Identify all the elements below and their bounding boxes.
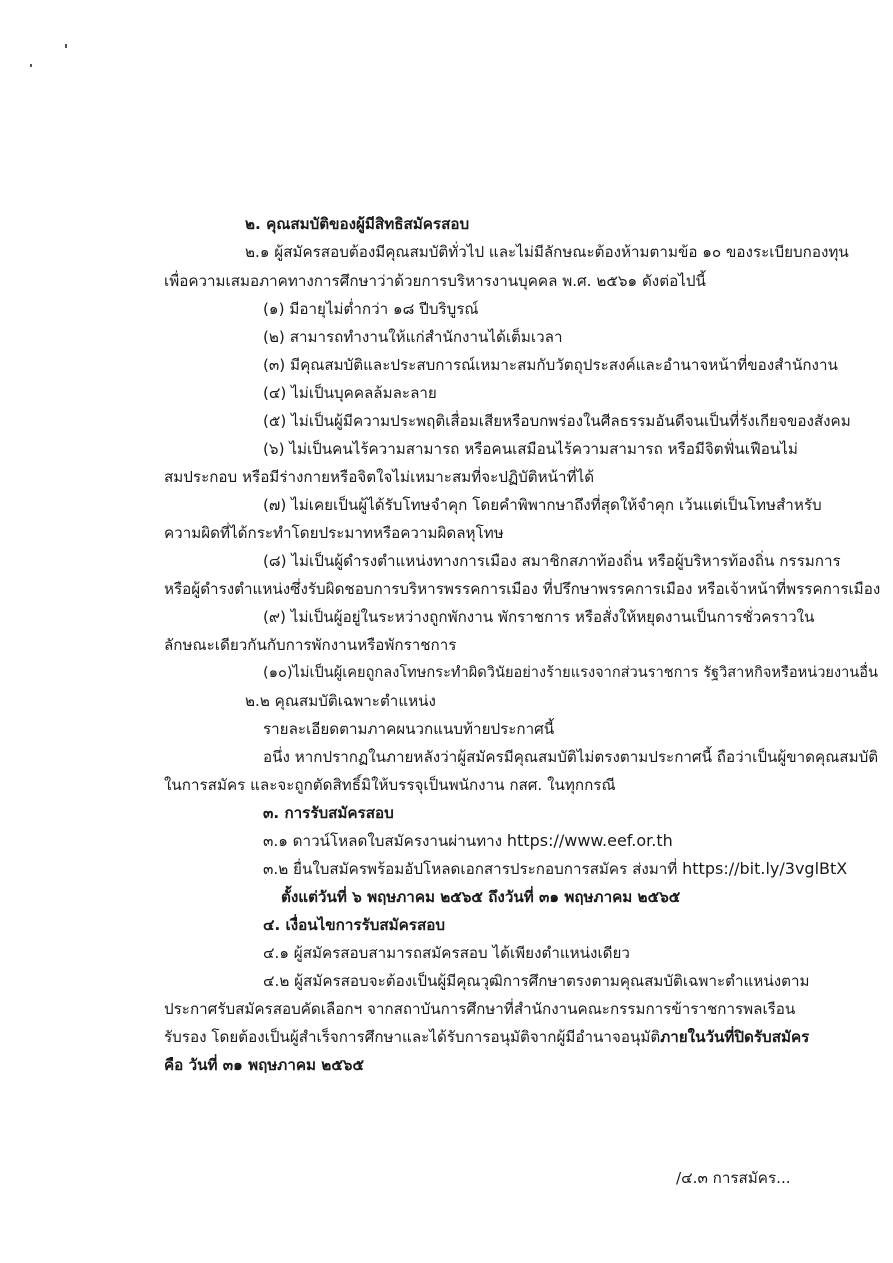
- section3-heading: ๓. การรับสมัครสอบ: [263, 804, 394, 822]
- scan-mark: [65, 44, 67, 48]
- section4-1: ๔.๑ ผู้สมัครสอบสามารถสมัครสอบ ได้เพียงตำแหน่งเดียว: [263, 944, 630, 962]
- qualification-item: (๒) สามารถทำงานให้แก่สำนักงานได้เต็มเวลา: [263, 328, 563, 346]
- section4-2-line3-text: รับรอง โดยต้องเป็นผู้สำเร็จการศึกษาและได้รับการอนุมัติจากผู้มีอำนาจอนุมัติ: [164, 1028, 661, 1046]
- application-period: ตั้งแต่วันที่ ๖ พฤษภาคม ๒๕๖๕ ถึงวันที่ ๓๑ พฤษภาคม ๒๕๖๕: [281, 888, 681, 906]
- section3-1-text: ๓.๑ ดาวน์โหลดใบสมัครงานผ่านทาง: [263, 832, 507, 850]
- note-line1: อนึ่ง หากปรากฏในภายหลังว่าผู้สมัครมีคุณสมบัติไม่ตรงตามประกาศนี้ ถือว่าเป็นผู้ขาดคุณสมบัติ: [263, 748, 879, 766]
- section2-2-heading: ๒.๒ คุณสมบัติเฉพาะตำแหน่ง: [245, 692, 436, 710]
- section2-2-detail: รายละเอียดตามภาคผนวกแนบท้ายประกาศนี้: [263, 720, 555, 738]
- section4-2-line2: ประกาศรับสมัครสอบคัดเลือกฯ จากสถาบันการศึกษาที่สำนักงานคณะกรรมการข้าราชการพลเรือน: [164, 1000, 796, 1018]
- qualification-item-9-line1: (๙) ไม่เป็นผู้อยู่ในระหว่างถูกพักงาน พักราชการ หรือสั่งให้หยุดงานเป็นการชั่วคราวใน: [263, 608, 815, 626]
- application-upload-link[interactable]: https://bit.ly/3vglBtX: [682, 859, 848, 878]
- qualification-item: (๔) ไม่เป็นบุคคลล้มละลาย: [263, 384, 437, 402]
- section3-2: [263, 858, 847, 880]
- qualification-item-7-line1: (๗) ไม่เคยเป็นผู้ได้รับโทษจำคุก โดยคำพิพากษาถึงที่สุดให้จำคุก เว้นแต่เป็นโทษสำหรับ: [263, 496, 822, 514]
- section2-heading: ๒. คุณสมบัติของผู้มีสิทธิสมัครสอบ: [245, 215, 470, 233]
- section2-1-line1: ๒.๑ ผู้สมัครสอบต้องมีคุณสมบัติทั่วไป และไม่มีลักษณะต้องห้ามตามข้อ ๑๐ ของระเบียบกองทุน: [245, 243, 849, 261]
- qualification-item-9-line2: ลักษณะเดียวกันกับการพักงานหรือพักราชการ: [164, 636, 457, 654]
- deadline-emphasis: ภายในวันที่ปิดรับสมัคร: [660, 1028, 810, 1046]
- section4-2-line4: คือ วันที่ ๓๑ พฤษภาคม ๒๕๖๕: [164, 1056, 364, 1074]
- qualification-item-10: (๑๐)ไม่เป็นผู้เคยถูกลงโทษกระทำผิดวินัยอย่างร้ายแรงจากส่วนราชการ รัฐวิสาหกิจหรือหน่วยงานอื่น: [263, 664, 878, 681]
- qualification-item-7-line2: ความผิดที่ได้กระทำโดยประมาทหรือความผิดลหุโทษ: [164, 524, 504, 542]
- qualification-item: (๕) ไม่เป็นผู้มีความประพฤติเสื่อมเสียหรือบกพร่องในศีลธรรมอันดีจนเป็นที่รังเกียจของสังคม: [263, 412, 851, 430]
- section4-2-line3: [164, 1026, 809, 1048]
- qualification-item-6-line2: สมประกอบ หรือมีร่างกายหรือจิตใจไม่เหมาะสมที่จะปฏิบัติหน้าที่ได้: [164, 468, 595, 486]
- section3-1: [263, 830, 673, 852]
- note-line2: ในการสมัคร และจะถูกตัดสิทธิ์มิให้บรรจุเป็นพนักงาน กสศ. ในทุกกรณี: [164, 776, 616, 794]
- qualification-item-6-line1: (๖) ไม่เป็นคนไร้ความสามารถ หรือคนเสมือนไร้ความสามารถ หรือมีจิตฟั่นเฟือนไม่: [263, 440, 798, 458]
- section4-2-line1: ๔.๒ ผู้สมัครสอบจะต้องเป็นผู้มีคุณวุฒิการศึกษาตรงตามคุณสมบัติเฉพาะตำแหน่งตาม: [263, 972, 810, 990]
- scan-mark: [30, 64, 32, 67]
- qualification-item: (๑) มีอายุไม่ต่ำกว่า ๑๘ ปีบริบูรณ์: [263, 300, 479, 318]
- qualification-item: (๓) มีคุณสมบัติและประสบการณ์เหมาะสมกับวัตถุประสงค์และอำนาจหน้าที่ของสำนักงาน: [263, 356, 838, 374]
- section2-1-line2: เพื่อความเสมอภาคทางการศึกษาว่าด้วยการบริหารงานบุคคล พ.ศ. ๒๕๖๑ ดังต่อไปนี้: [164, 272, 706, 290]
- section4-heading: ๔. เงื่อนไขการรับสมัครสอบ: [263, 916, 445, 934]
- qualification-item-8-line1: (๘) ไม่เป็นผู้ดำรงตำแหน่งทางการเมือง สมาชิกสภาท้องถิ่น หรือผู้บริหารท้องถิ่น กรรมการ: [263, 552, 841, 570]
- qualification-item-8-line2: หรือผู้ดำรงตำแหน่งซึ่งรับผิดชอบการบริหารพรรคการเมือง ที่ปรึกษาพรรคการเมือง หรือเจ้าหน้าที่พรรคการเมือง: [164, 580, 881, 598]
- continuation-note: /๔.๓ การสมัคร...: [676, 1169, 791, 1187]
- section3-2-text: ๓.๒ ยื่นใบสมัครพร้อมอัปโหลดเอกสารประกอบการสมัคร ส่งมาที่: [263, 860, 683, 878]
- eef-website-link[interactable]: https://www.eef.or.th: [506, 831, 673, 850]
